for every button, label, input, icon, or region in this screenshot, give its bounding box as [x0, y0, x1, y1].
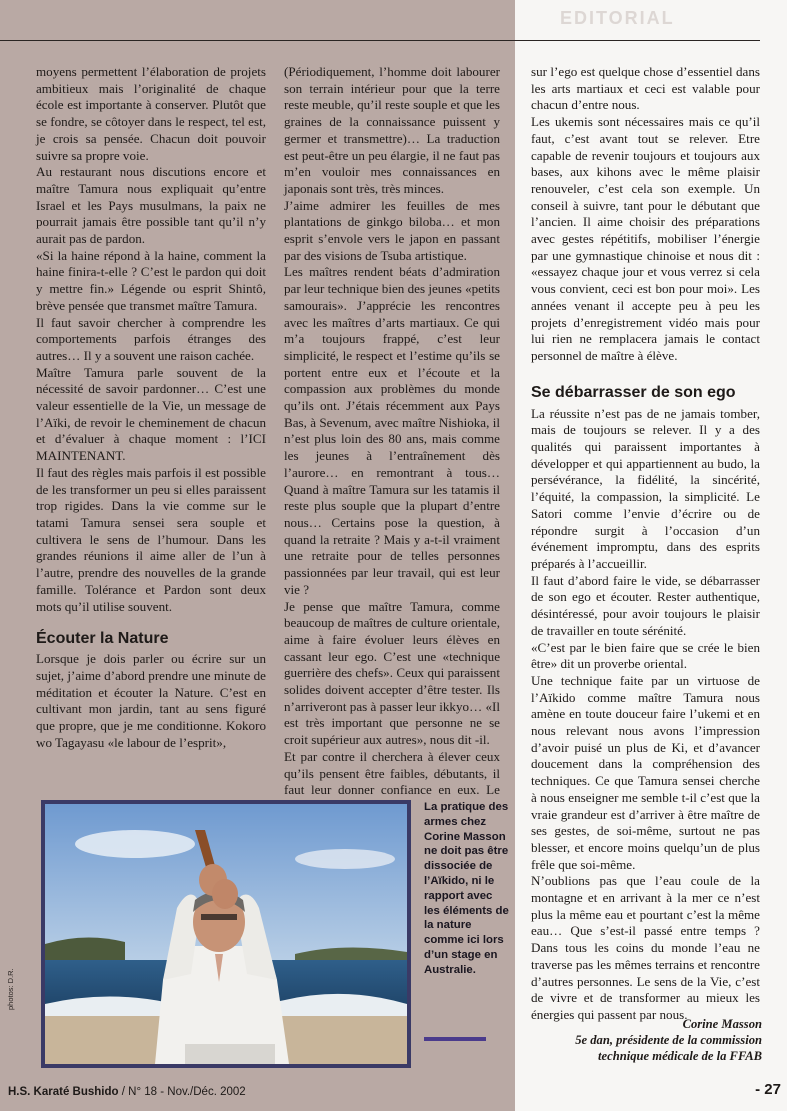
paragraph: Il faut d’abord faire le vide, se débarrasser de son ego et écouter. Rester authentique, désintéressé, pour avoir toujours le plaisir de travailler en toute sérénité.: [531, 572, 760, 638]
page-number: - 27: [755, 1081, 781, 1098]
photo-caption: La pratique des armes chez Corine Masson ne doit pas être dissociée de l’Aïkido, ni le rapport avec les éléments de la nature comme ici lors d’un stage en Australie.: [424, 801, 509, 976]
author-role-line-1: 5e dan, présidente de la commission: [575, 1033, 762, 1047]
paragraph: J’aime admirer les feuilles de mes plantations de ginkgo biloba… et mon esprit s’envole vers le japon en passant par des visions de Tsuba artistique.: [284, 197, 500, 263]
paragraph: Lorsque je dois parler ou écrire sur un sujet, j’aime d’abord prendre une minute de méditation et écouter la Nature. C’est en cultivant mon jardin, tant au sens figuré que propre, que je me conditionne. Kokoro wo Tagayasu «le labour de l’esprit»,: [36, 651, 266, 750]
article-column-3: [531, 64, 760, 1024]
article-column-1: [36, 64, 266, 751]
author-role-line-2: technique médicale de la FFAB: [598, 1049, 762, 1063]
top-rule-divider: [0, 40, 760, 41]
paragraph: Maître Tamura parle souvent de la nécessité de savoir pardonner… C’est une valeur essentielle de la Vie, un message de l’Aïki, de revoir le cheminement de chacun et d’évaluer à chaque moment : l’ICI MAINTENANT.: [36, 364, 266, 464]
paragraph: «C’est par le bien faire que se crée le bien être» dit un proverbe oriental.: [531, 639, 760, 672]
caption-accent-rule: [424, 1037, 486, 1041]
paragraph: Les maîtres rendent béats d’admiration par leur technique bien des jeunes «petits samourais». J’apprécie les rencontres avec les maîtres d’arts martiaux. Ce qui m’a toujours frappé, c’est leur simplicité, le respect et l’estime qu’ils se portent entre eux et l’écoute et la compassion aux problèmes du monde qu’ils ont. J’étais récemment aux Pays Bas, à Sevenum, avec maître Nishioka, il n’est plus loin des 80 ans, mais comme les jeunes à l’entraînement dès l’aurore… en remontrant à tous… Quand à maître Tamura sur les tatamis il reste plus souple que la plupart d’entre nous… Certains pose la question, à quand la retraite ? Mais y a-t-il vraiment une retraite pour de telles personnes passionnées par leur travail, qui est leur vie ?: [284, 264, 500, 597]
photo-credit: photos: D.R.: [6, 968, 15, 1010]
subhead-ecouter-la-nature: Écouter la Nature: [36, 630, 169, 648]
author-name: Corine Masson: [682, 1017, 762, 1031]
photo-frame: [41, 800, 411, 1068]
paragraph: sur l’ego est quelque chose d’essentiel dans les arts martiaux et ceci est valable pour chacun d’entre nous.: [531, 64, 760, 113]
subhead-se-debarrasser-de-son-ego: Se débarrasser de son ego: [531, 383, 736, 401]
paragraph: «Si la haine répond à la haine, comment la haine finira-t-elle ? C’est le pardon qui doit y mettre fin.» Légende ou esprit Shintô, brève pensée que transmet maître Tamura.: [36, 247, 266, 313]
photo-aikido-beach: [45, 804, 407, 1064]
issue-info: / N° 18 - Nov./Déc. 2002: [118, 1086, 246, 1098]
paragraph: moyens permettent l’élaboration de projets ambitieux mais l’originalité de chaque école est importante à conserver. Plutôt que se fondre, se côtoyer dans le respect, tel est, je crois sa pensée. Chacun doit pouvoir suivre sa propre voie.: [36, 64, 266, 163]
paragraph: Je pense que maître Tamura, comme beaucoup de maîtres de culture orientale, aime à faire évoluer leurs élèves en cassant leur ego. C’est une «technique guerrière des chefs». Ceux qui paraissent solides doivent accepter d’être tester. Ils n’arriveront pas à passer leur ikkyo… «Il est très important que personne ne se croit supérieur aux autres», nous dit -il.: [284, 598, 500, 748]
paragraph: Il faut des règles mais parfois il est possible de les transformer un peu si elles paraissent trop rigides. Dans la vie comme sur le tatami Tamura sensei sera souple et cultivera le sens de l’humour. Dans les grandes réunions il aime aller de l’un à l’autre, prendre des nouvelles de la grande famille. Tolérance et Pardon sont deux mots qu’il utilise souvent.: [36, 464, 266, 614]
faded-header-text: EDITORIAL: [560, 8, 675, 28]
paragraph: Les ukemis sont nécessaires mais ce qu’il faut, c’est avant tout se relever. Etre capable de revenir toujours et toujours aux bases, aux kihons avec le même plaisir renouveler, c’est cela son exemple. Un conseil à suivre, tant pour le débutant que l’ancien. Il aime choisir des préparations avec gestes répétitifs, mobiliser l’énergie par une gymnastique chinoise et nous dit : «essayez chaque jour et vous verrez si cela vous convient, ceci est bon pour moi». Les années venant il accepte peu à peu les projets d’enregistrement vidéo mais pour lui rien ne remplacera jamais le contact personnel de maître à élève.: [531, 114, 760, 363]
footer-publication: [8, 1086, 246, 1098]
paragraph: La réussite n’est pas de ne jamais tomber, mais de toujours se relever. Il y a des qualités qui paraissent importantes à développer et qui appartiennent au budo, la persévérance, la fidélité, la sincérité, l’équité, la compassion, la simplicité. Le Satori comme l’envie d’écrire ou de répondre surgit à l’occasion d’un événement impromptu, dans des esprits préparés à l’accueillir.: [531, 405, 760, 571]
paragraph: Et par contre il cherchera à élever ceux qu’ils pensent être faibles, débutants, il faut leur donner confiance en eux. Le: [284, 748, 500, 798]
article-column-2: [284, 64, 500, 816]
paragraph: N’oublions pas que l’eau coule de la montagne et en arrivant à la mer ce n’est plus la même eau et pourtant c’est la même eau… Que s’est-il passé entre temps ? Dans tous les coins du monde l’eau ne traverse pas les mêmes terrains et rencontre d’autres personnes. Le sens de la Vie, c’est de vivre et de transformer au mieux les énergies qui passent par nous.: [531, 873, 760, 1022]
paragraph: Une technique faite par un virtuose de l’Aïkido comme maître Tamura nous amène en toute douceur faire l’ukemi et en nous relevant nous avons l’impression d’avoir puisé un plus de Ki, et d’avancer doucement dans la compréhension des techniques. Ce que Tamura sensei cherche à nous enseigner me semble t-il c’est que la vraie grandeur est d’arriver à être maître de ses gestes, de soi-même, surtout ne pas blesser, et encore moins quelqu’un de plus frêle que soi-même.: [531, 672, 760, 872]
paragraph: Il faut savoir chercher à comprendre les comportements parfois étranges des autres… Il y a souvent une raison cachée.: [36, 314, 266, 363]
publication-name: H.S. Karaté Bushido: [8, 1086, 119, 1098]
paragraph: Au restaurant nous discutions encore et maître Tamura nous expliquait qu’entre Israel et les Pays musulmans, la paix ne pourrait jamais être possible tant qu’il n’y aurait pas de pardon.: [36, 164, 266, 247]
author-signature: [540, 1016, 762, 1064]
paragraph: (Périodiquement, l’homme doit labourer son terrain intérieur pour que la terre reste meuble, qu’il reste souple et que les graines de la connaissance puissent y germer et transmettre)… La traduction est peut-être un peu élargie, il ne faut pas m’en vouloir mes connaissances en japonais sont très, très minces.: [284, 64, 500, 196]
